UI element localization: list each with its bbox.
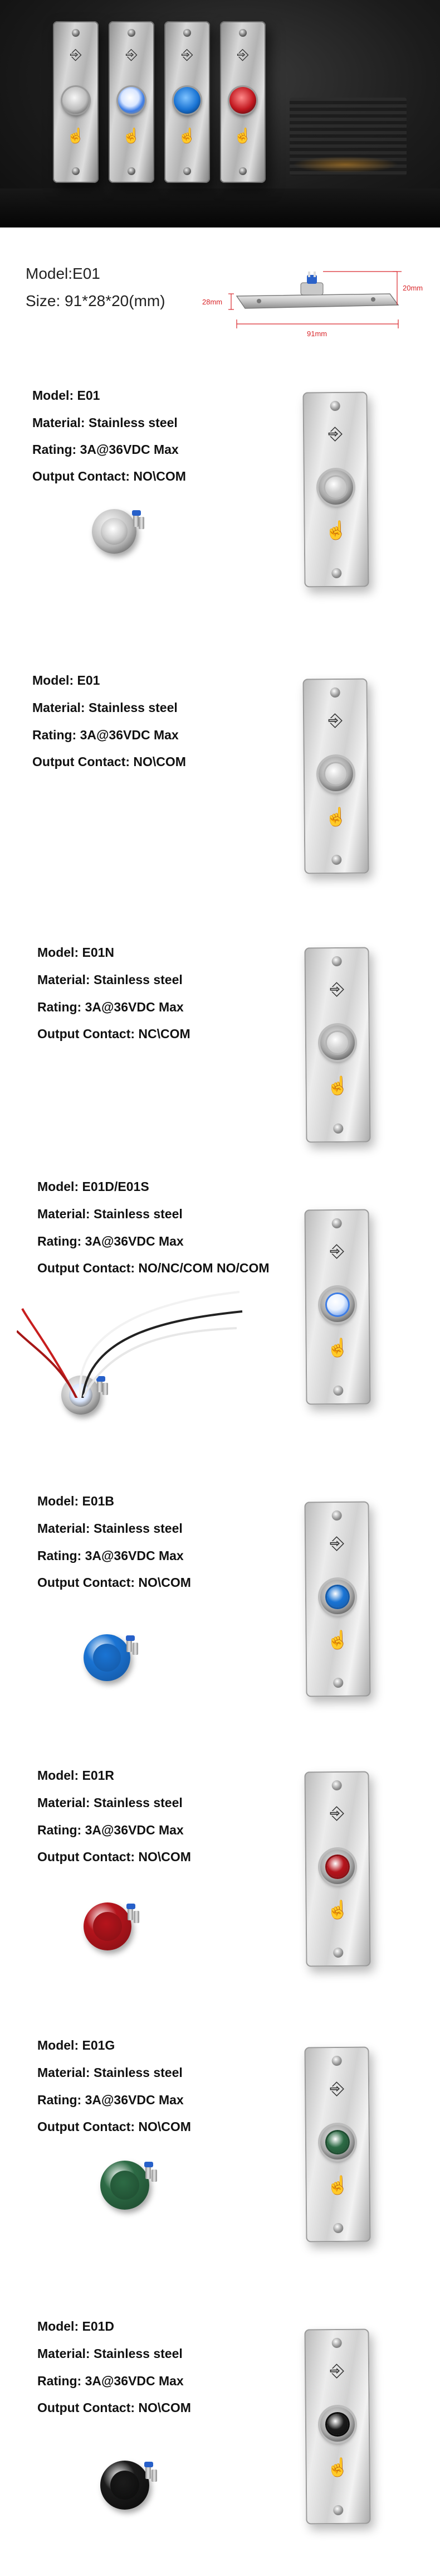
hero-banner — [0, 0, 440, 227]
door-icon: ⎆ — [237, 46, 249, 62]
button-face — [101, 518, 128, 545]
hero-plate-red — [220, 21, 266, 183]
output-contact-spec: Output Contact: NO\COM — [37, 1849, 191, 1864]
push-button — [320, 2125, 355, 2160]
hand-pointer-icon: ☝ — [326, 2175, 349, 2196]
push-button — [320, 1849, 355, 1885]
size-heading: Size: 91*28*20(mm) — [26, 292, 165, 309]
exit-button-plate — [304, 2329, 370, 2525]
material-spec: Material: Stainless steel — [32, 700, 178, 715]
screw-hole — [333, 1678, 343, 1688]
output-contact-spec: Output Contact: NO\COM — [32, 469, 186, 483]
push-button — [319, 470, 354, 505]
screw-hole — [332, 1780, 342, 1790]
button-cap — [327, 1032, 348, 1053]
terminal-pin — [139, 517, 144, 529]
terminal-pin — [151, 2470, 157, 2482]
intro-section — [0, 227, 440, 360]
exit-push-button — [62, 87, 89, 114]
terminal-pin — [126, 1640, 132, 1652]
hero-plate-silver — [53, 21, 99, 183]
screw-hole — [331, 855, 341, 865]
exit-push-button — [174, 87, 201, 114]
button-cap — [327, 2414, 348, 2435]
rating-spec: Rating: 3A@36VDC Max — [32, 728, 179, 742]
output-contact-spec: Output Contact: NO\COM — [37, 2119, 191, 2134]
model-spec: Model: E01D/E01S — [37, 1179, 149, 1194]
push-button — [320, 1580, 355, 1615]
product-section — [0, 1164, 440, 1463]
output-contact-spec: Output Contact: NO\COM — [32, 754, 186, 769]
screw-hole — [333, 2223, 343, 2233]
door-icon: ⎆ — [70, 46, 82, 62]
output-contact-spec: Output Contact: NO\COM — [37, 1575, 191, 1590]
hand-pointer-icon: ☝ — [178, 127, 197, 144]
hero-plate-blue — [164, 21, 210, 183]
product-section — [0, 896, 440, 1165]
screw-hole — [332, 1510, 342, 1521]
terminal-pin — [145, 2167, 151, 2179]
model-spec: Model: E01N — [37, 945, 115, 960]
screw-hole — [333, 1948, 343, 1958]
screw-hole — [333, 2505, 343, 2515]
terminal-insulator — [126, 1904, 135, 1909]
hand-pointer-icon: ☝ — [326, 1075, 349, 1096]
model-spec: Model: E01R — [37, 1768, 115, 1783]
terminal-insulator — [144, 2162, 153, 2167]
button-cap — [327, 2132, 348, 2153]
door-icon: ⎆ — [330, 1532, 345, 1553]
loose-push-button — [92, 509, 136, 554]
button-cap — [327, 1586, 348, 1607]
screw-hole — [128, 29, 135, 37]
exit-button-plate — [302, 392, 369, 588]
screw-hole — [332, 956, 342, 966]
screw-hole — [333, 1386, 343, 1396]
screw-hole — [72, 167, 80, 175]
loose-push-button — [84, 1902, 131, 1950]
push-button — [320, 1287, 355, 1323]
door-icon: ⎆ — [330, 1240, 345, 1261]
screw-hole — [239, 167, 247, 175]
screw-hole — [128, 167, 135, 175]
push-button — [320, 1025, 355, 1061]
door-icon: ⎆ — [328, 423, 343, 444]
model-spec: Model: E01B — [37, 1494, 115, 1508]
hero-plate-blue-ring — [109, 21, 154, 183]
hand-pointer-icon: ☝ — [325, 806, 348, 827]
material-spec: Material: Stainless steel — [32, 415, 178, 430]
hand-pointer-icon: ☝ — [326, 1337, 349, 1358]
material-spec: Material: Stainless steel — [37, 1795, 183, 1810]
rating-spec: Rating: 3A@36VDC Max — [37, 2374, 184, 2388]
product-section — [0, 1461, 440, 1734]
screw-hole — [331, 568, 341, 578]
product-section — [0, 359, 440, 628]
door-icon: ⎆ — [330, 2078, 345, 2099]
loose-push-button — [100, 2461, 149, 2510]
model-heading: Model:E01 — [26, 265, 100, 282]
terminal-pin — [128, 1908, 133, 1920]
screw-hole — [333, 1124, 343, 1134]
exit-button-plate — [304, 947, 370, 1143]
door-icon: ⎆ — [330, 978, 345, 999]
exit-button-plate — [304, 1209, 370, 1405]
door-icon: ⎆ — [328, 709, 343, 730]
terminal-pin — [133, 1643, 138, 1655]
loose-push-button — [84, 1634, 130, 1681]
exit-button-plate — [304, 2047, 370, 2243]
push-button — [319, 757, 354, 792]
screw-hole — [183, 167, 191, 175]
rating-spec: Rating: 3A@36VDC Max — [32, 442, 179, 457]
material-spec: Material: Stainless steel — [37, 1207, 183, 1221]
terminal-insulator — [126, 1635, 135, 1641]
hand-pointer-icon: ☝ — [233, 127, 252, 144]
screw-hole — [332, 1218, 342, 1228]
button-cap — [325, 477, 346, 498]
dim-length-label: 91mm — [307, 330, 327, 338]
door-icon: ⎆ — [181, 46, 193, 62]
rating-spec: Rating: 3A@36VDC Max — [37, 1548, 184, 1563]
hand-pointer-icon: ☝ — [122, 127, 141, 144]
rating-spec: Rating: 3A@36VDC Max — [37, 1234, 184, 1248]
model-spec: Model: E01 — [32, 388, 100, 403]
button-side-view — [301, 283, 323, 295]
exit-button-plate — [304, 1771, 370, 1967]
dim-depth-label: 20mm — [403, 284, 423, 292]
hero-floor — [0, 188, 440, 227]
model-spec: Model: E01D — [37, 2319, 115, 2333]
terminal-pin — [145, 2467, 151, 2479]
model-spec: Model: E01G — [37, 2038, 115, 2052]
screw-hole — [72, 29, 80, 37]
terminal-pin — [151, 2170, 157, 2182]
hand-pointer-icon: ☝ — [326, 1629, 349, 1650]
hand-pointer-icon: ☝ — [66, 127, 85, 144]
loose-push-button — [100, 2161, 149, 2210]
terminal-pin — [133, 515, 139, 527]
terminal-pin — [134, 1911, 139, 1923]
product-section — [0, 1732, 440, 2006]
terminal-insulator — [132, 510, 141, 516]
exit-button-plate — [302, 679, 369, 874]
screw-hole — [239, 29, 247, 37]
exit-button-plate — [304, 1502, 370, 1697]
screw-hole — [330, 401, 340, 411]
exit-push-button — [118, 87, 145, 114]
output-contact-spec: Output Contact: NC\COM — [37, 1026, 190, 1041]
dim-height-label: 28mm — [202, 298, 223, 306]
door-icon: ⎆ — [125, 46, 138, 62]
background-glow — [292, 156, 398, 173]
hand-pointer-icon: ☝ — [326, 2457, 349, 2478]
terminal-insulator — [144, 2462, 153, 2467]
dimension-diagram — [198, 236, 432, 347]
button-face — [93, 1644, 121, 1672]
screw-hole — [183, 29, 191, 37]
hand-pointer-icon: ☝ — [326, 1899, 349, 1920]
product-section — [0, 627, 440, 897]
push-button — [320, 2407, 355, 2442]
material-spec: Material: Stainless steel — [37, 972, 183, 987]
rating-spec: Rating: 3A@36VDC Max — [37, 2093, 184, 2107]
door-icon: ⎆ — [330, 1802, 345, 1823]
button-cap — [327, 1294, 348, 1315]
button-cap — [327, 1856, 348, 1877]
door-icon: ⎆ — [330, 2360, 345, 2381]
model-spec: Model: E01 — [32, 673, 100, 687]
rating-spec: Rating: 3A@36VDC Max — [37, 1823, 184, 1837]
output-contact-spec: Output Contact: NO/NC/COM NO/COM — [37, 1261, 270, 1275]
rating-spec: Rating: 3A@36VDC Max — [37, 1000, 184, 1014]
screw-hole — [332, 2056, 342, 2066]
material-spec: Material: Stainless steel — [37, 2065, 183, 2080]
output-contact-spec: Output Contact: NO\COM — [37, 2400, 191, 2415]
button-cap — [325, 763, 346, 785]
hand-pointer-icon: ☝ — [325, 520, 348, 541]
button-face — [93, 1912, 122, 1941]
material-spec: Material: Stainless steel — [37, 2346, 183, 2361]
product-section — [0, 2004, 440, 2289]
exit-push-button — [229, 87, 256, 114]
screw-hole — [332, 2338, 342, 2348]
screw-hole — [330, 687, 340, 698]
product-section — [0, 2288, 440, 2576]
material-spec: Material: Stainless steel — [37, 1521, 183, 1536]
